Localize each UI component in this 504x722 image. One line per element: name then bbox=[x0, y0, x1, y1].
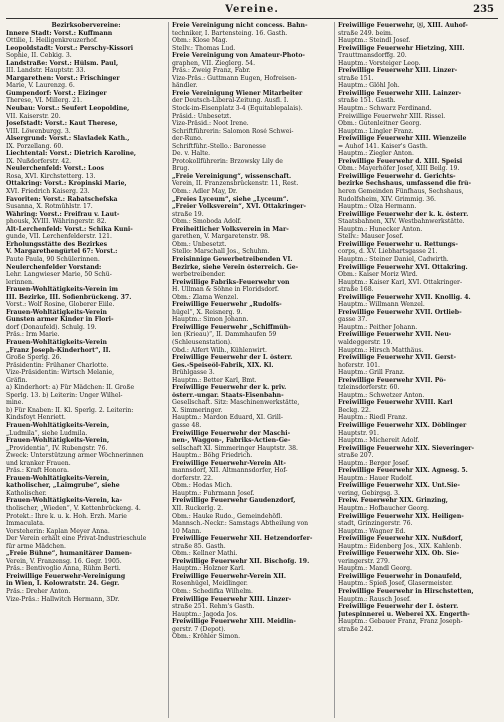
entry-line: Vize-Präs.: Guttmann Eugen, Hofreisen- bbox=[172, 74, 297, 82]
entry-heading: Freiwillige Feuerwehr XVIII. Karl bbox=[338, 399, 453, 407]
entry-heading: Liechtental: Vorst.: Dietrich Karoline, bbox=[6, 150, 137, 158]
entry-heading: Freiwillige Feuerwehr Hietzing, XIII. bbox=[338, 44, 465, 52]
entry-line: graphen, VII. Zieglerg. 54. bbox=[172, 59, 256, 67]
entry-heading: Ottakring: Vorst.: Kropinski Marie, bbox=[6, 180, 127, 188]
entry-line: Stellv.: Thomas Lud. bbox=[172, 44, 236, 52]
entry-line: lerinnen. bbox=[6, 278, 34, 286]
entry-heading: Freie Vereinigung nicht concess. Bahn- bbox=[172, 22, 308, 29]
entry-line: Sophie, II. Cebkig. 3. bbox=[6, 52, 72, 60]
entry-heading: Freiwillige Feuerwehr XIX. Döblinger bbox=[338, 421, 467, 429]
entry-line: Obm.: Adler May, Dr. bbox=[172, 188, 238, 196]
entry-line: straße 168. bbox=[338, 286, 374, 294]
entry-heading: „Freier Volksverein“, XVI. Ottakringer- bbox=[172, 203, 307, 211]
page-number: 235 bbox=[473, 4, 494, 15]
entry-line: Hauptm.: Steiner Daniel, Cadwirth. bbox=[338, 255, 449, 263]
entry-heading: bezirke Sechshaus, umfassend die frü- bbox=[338, 180, 472, 188]
entry-heading: Freiwillige Feuerwehr in Donaufeld, bbox=[338, 572, 462, 580]
entry-heading: Freiwillige Feuerwehr d. Gerichts- bbox=[338, 172, 456, 180]
entry-line: IX. Porzellang. 60. bbox=[6, 142, 64, 150]
entry-heading: Alt-Lerchenfeld: Vorst.: Schika Kuni- bbox=[6, 225, 133, 233]
page-header bbox=[6, 3, 498, 17]
entry-line: Hauptm.: Glöhl Joh. bbox=[338, 82, 400, 90]
entry-line: Sperlg. 13. b) Leiterin: Unger Wilhel- bbox=[6, 391, 123, 399]
entry-line: Hauptm.: Better Karl, Bmt. bbox=[172, 376, 257, 384]
entry-line: Obm.: Kellner Mathi. bbox=[172, 550, 238, 558]
entry-line: Präs.: Kraft Honora. bbox=[6, 467, 69, 475]
entry-heading: Alsergrund: Vorst.: Slavladek Kath., bbox=[6, 135, 130, 143]
entry-line: Präs.: Zweig Franz, Fabr. bbox=[172, 67, 251, 75]
entry-heading: Frauen-Wohltätigkeits-Verein bbox=[6, 308, 108, 316]
entry-heading: Freiwillige Feuerwehr-Verein XII. bbox=[172, 572, 287, 580]
entry-line: straße 249. beim. bbox=[338, 29, 393, 37]
entry-heading: Frauen-Wohltätigkeits-Verein, bbox=[6, 437, 110, 445]
column-divider bbox=[334, 22, 335, 718]
entry-line: Obm.: Kröhler Simon. bbox=[172, 633, 241, 641]
entry-line: len (Krieau)“, II. Dammhaufen 59 bbox=[172, 331, 277, 339]
entry-line: Katholischer. bbox=[6, 489, 47, 497]
entry-heading: Jutespinnerei u. Weberei XX. Engerth- bbox=[338, 610, 470, 618]
entry-line: Stellv.: Mauser Josef. bbox=[338, 233, 404, 241]
entry-heading: Freiwillige Feuerwehr der k. priv. bbox=[172, 384, 287, 392]
entry-line: Verein, II. Franzensbrückenstr. 11, Rest. bbox=[172, 180, 299, 188]
entry-line: stadt, Grinzingerstr. 76. bbox=[338, 520, 413, 528]
entry-line: Rudolfsheim, XIV. Grimmig. 36. bbox=[338, 195, 436, 203]
entry-line: Rosenhügel, Meidlinger. bbox=[172, 580, 248, 588]
entry-line: gunde, VII. Lerchenfelderstr. 121. bbox=[6, 233, 112, 241]
entry-line: Hauptm.: Michereit Adolf. bbox=[338, 437, 420, 445]
entry-line: vering, Gebirgsg. 3. bbox=[338, 489, 400, 497]
entry-line: Marie, V. Laurenzg. 6. bbox=[6, 82, 75, 90]
entry-line: Vize-Präsid.: Noot Irene. bbox=[172, 120, 249, 128]
entry-heading: Josefstadt: Vorst.: Kaut Therese, bbox=[6, 120, 118, 128]
entry-line: Mannsch.-Neckr.: Samstags Abtheilung von bbox=[172, 520, 309, 528]
entry-line: Lehr. Langwieser Marie, 50 Schü- bbox=[6, 271, 112, 279]
entry-line: Hauptm.: Holzner Karl. bbox=[172, 565, 245, 573]
entry-line: Präsid.: Unbesetzt. bbox=[172, 112, 232, 120]
entry-heading: „Freie Vereinigung“, wissenschaft. bbox=[172, 172, 292, 180]
entry-line: hügel“, X. Reisnerg. 9. bbox=[172, 308, 243, 316]
entry-line: III. Landstr. Hauptstr. 33. bbox=[6, 67, 86, 75]
entry-heading: Freiwillige Feuerwehr XVI. Ottakring. bbox=[338, 263, 468, 271]
entry-line: Präs.: Dreher Anton. bbox=[6, 588, 71, 596]
entry-line: Hauptm.: Simon Johann. bbox=[172, 316, 249, 324]
entry-heading: Neulerchenfeld: Vorst.: Loos bbox=[6, 165, 104, 173]
entry-line: Obm.: Hodas Mich. bbox=[172, 482, 233, 490]
entry-line: Obm.: Schedifka Wilhelm. bbox=[172, 588, 253, 596]
entry-heading: Freiwillige Feuerwehr XVII. Neu- bbox=[338, 331, 452, 339]
header-rule bbox=[6, 18, 498, 19]
entry-line: Hauptm.: Vorsteiger Leop. bbox=[338, 59, 421, 67]
entry-line: XII. Ruckerlg. 2. bbox=[172, 505, 224, 512]
entry-heading: Neubau: Vorst.: Seufert Leopoldine, bbox=[6, 105, 130, 113]
entry-line: a) Kinderhort: a) Für Mädchen: II. Große bbox=[6, 384, 135, 392]
entry-line: Hauptm.: Hauer Rudolf. bbox=[338, 474, 413, 482]
entry-line: Hauptm.: Fuhrmann Josef. bbox=[172, 489, 255, 497]
entry-heading: Freiwillige Feuerwehr XVII. Knollig. 4. bbox=[338, 293, 471, 301]
entry-heading: Freiwillige Feuerwehr Gaudenzdorf, bbox=[172, 497, 296, 505]
entry-line: Hauptm.: Riedl Franz. bbox=[338, 414, 408, 422]
entry-line: H. Ullman & Söhne in Floridsdorf. bbox=[172, 286, 279, 294]
entry-heading: Freie Vereinigung Wiener Mitarbeiter bbox=[172, 89, 303, 97]
entry-line: Hauptm.: Berger Josef. bbox=[338, 459, 410, 467]
entry-line: Vize-Präsidentin: Wirtsch Melanie, bbox=[6, 369, 115, 377]
entry-line: Obm.: Zlama Wenzel. bbox=[172, 293, 239, 301]
entry-line: Immaculata. bbox=[6, 520, 45, 528]
entry-line: „Ludmila“, siehe Ludmila. bbox=[6, 429, 88, 437]
entry-line: Hauptm.: Spieß Josef, Glasermeister. bbox=[338, 580, 453, 588]
entry-heading: Bezirke, siehe Verein österreich. Ge- bbox=[172, 263, 299, 271]
entry-line: Kindsfoyt Henriett. bbox=[6, 414, 66, 422]
entry-line: Brühlgasse 3. bbox=[172, 369, 215, 377]
entry-line: Protokollführerin: Brzowsky Lily de bbox=[172, 157, 283, 165]
entry-line: Brug. bbox=[172, 165, 190, 173]
entry-line: Therese, VI. Millerg. 21. bbox=[6, 97, 83, 105]
entry-line: gasse 37. bbox=[338, 316, 368, 324]
entry-line: Obm.: Hauke Rudo., Gemeindehöfl. bbox=[172, 512, 283, 520]
entry-line: Protekt.: Ihre k. u. k. Hoh. Erzh. Marie bbox=[6, 512, 127, 520]
entry-line: straße 242. bbox=[338, 625, 374, 633]
entry-heading: Freiwillige Feuerwehr XIII. Lainzer- bbox=[338, 89, 462, 97]
entry-heading: in Wien, I. Kolowratstr. 24. Gegr. bbox=[6, 580, 120, 588]
entry-heading: Freiwillige Feuerwehr-Verein Alt- bbox=[172, 459, 286, 467]
entry-line: straße 251. Rehm's Gasth. bbox=[172, 603, 255, 611]
entry-heading: Freiwillige Fabriks-Feuerwehr von bbox=[172, 278, 290, 286]
entry-heading: Freiwillige Feuerwehr der k. k. österr. bbox=[338, 210, 469, 218]
entry-heading: Freisinnige Gewerbetreibenden VI. bbox=[172, 255, 293, 263]
entry-heading: Freiheitlicher Volksverein in Mar- bbox=[172, 225, 289, 233]
entry-line: Hauptm.: Hunecker Anton. bbox=[338, 225, 423, 233]
entry-heading: Neulerchenfelder Vorstand: bbox=[6, 263, 102, 271]
entry-heading: Favoriten: Vorst.: Rabatschefska bbox=[6, 195, 118, 203]
entry-line: Hauptm.: Schwetzer Anton. bbox=[338, 391, 425, 399]
entry-line: Präs.: Bentivoglio Anna, Rühm Berti. bbox=[6, 565, 121, 573]
entry-heading: Freiwillige Feuerwehr XVII. Pö- bbox=[338, 376, 446, 384]
entry-line: mine. bbox=[6, 399, 24, 407]
entry-line: Hauptm.: Willmann Wenzel. bbox=[338, 301, 425, 309]
entry-line: = Auhof 141. Kaiser's Gasth. bbox=[338, 142, 428, 150]
entry-line: Hauptm.: Ziegler Anton. bbox=[338, 150, 414, 158]
entry-line: Gesellschaft. Sitz: Maschinenwerkstätte, bbox=[172, 399, 300, 407]
entry-heading: Freiwillige Feuerwehr XIII. Meidlin- bbox=[172, 618, 296, 626]
entry-line: Beckg. 22. bbox=[338, 406, 371, 414]
entry-heading: Gumpendorf: Vorst.: Eizinger bbox=[6, 89, 107, 97]
entry-line: Hauptm.: Rausch Josef. bbox=[338, 595, 411, 603]
entry-line: Vorsteherin: Kaplan Meyer Anna. bbox=[6, 527, 110, 535]
entry-heading: Freiwillige Feuerwehr der I. österr. bbox=[172, 354, 293, 362]
entry-line: IX. Nußdorferstr. 42. bbox=[6, 157, 72, 165]
entry-heading: Gunsten armer Kinder in Flori- bbox=[6, 316, 114, 324]
entry-heading: österr.-ungar. Staats-Eisenbahn- bbox=[172, 391, 284, 399]
entry-heading: Freiwillige Feuerwehr der Maschi- bbox=[172, 429, 291, 437]
entry-heading: katholischer, „Laimgrube“, siehe bbox=[6, 482, 120, 490]
entry-line: händler. bbox=[172, 82, 198, 90]
entry-heading: Freiwillige Feuerwehr XIX. Sieveringer- bbox=[338, 444, 475, 452]
entry-heading: Freiwillige Feuerwehr in Hirschstetten, bbox=[338, 588, 474, 596]
column-2 bbox=[172, 22, 332, 718]
entry-line: Stello: Marschall Jos., Schuhm. bbox=[172, 248, 270, 256]
entry-heading: V. Margarethengürtel 67: Vorst.: bbox=[6, 248, 118, 256]
entry-line: XVI. Friedrich Kaiserg. 23. bbox=[6, 188, 90, 196]
entry-heading: Freiwillige Feuerwehr XIII. Linzer- bbox=[338, 67, 458, 75]
page-title: Vereine. bbox=[225, 4, 279, 15]
entry-line: VIII. Löwenburgg. 3. bbox=[6, 127, 71, 135]
column-divider bbox=[168, 22, 169, 718]
entry-line: der-Runo. bbox=[172, 135, 203, 143]
entry-line: Hauptm.: Gebauer Franz, Franz Joseph- bbox=[338, 618, 463, 626]
entry-heading: Freiwillige Feuerwehr XIX. Agnesg. 5. bbox=[338, 467, 468, 475]
entry-line: De. v. Halte. bbox=[172, 150, 211, 158]
entry-line: (Schleusenstation). bbox=[172, 338, 233, 346]
entry-heading: Freiwillige Feuerwehr u. Rettungs- bbox=[338, 240, 458, 248]
entry-heading: Freiwillige Feuerwehr XIII. Wienzeile bbox=[338, 135, 467, 143]
entry-line: Hauptm.: Wagner Ed. bbox=[338, 527, 406, 535]
entry-heading: Bezirksobervereine: bbox=[51, 22, 121, 29]
entry-line: VII. Kaiserstr. 20. bbox=[6, 112, 61, 120]
entry-heading: Erholungsstätte des Bezirkes bbox=[6, 240, 108, 248]
entry-line: veringerstr. 279. bbox=[338, 557, 390, 565]
entry-line: Freiwillige Feuerwehr XIII. Rissel. bbox=[338, 112, 446, 120]
entry-heading: Freiw. Feuerwehr XIX. Grinzing, bbox=[338, 497, 448, 505]
entry-heading: Freiwillige Feuerwehr „Rudolfs- bbox=[172, 301, 282, 309]
entry-line: Hauptm.: Böhg Friedrich. bbox=[172, 452, 253, 460]
entry-heading: III. Bezirke, III. Sofienbrückeng. 37. bbox=[6, 293, 132, 301]
entry-heading: Währing: Vorst.: Freifrau v. Laut- bbox=[6, 210, 120, 218]
entry-heading: Freie Vereinigung von Amateur-Photo- bbox=[172, 52, 305, 60]
entry-line: X. Simmeringer. bbox=[172, 406, 223, 414]
entry-line: Trauttmansdorffg. 20. bbox=[338, 52, 407, 60]
entry-line: phousk, XVIII. Währingerstr. 82. bbox=[6, 218, 107, 226]
entry-line: Obm.: Klose Mag. bbox=[172, 37, 228, 45]
entry-line: Obd.: Alfert Wilh., Kühlenwirt. bbox=[172, 346, 267, 354]
column-1 bbox=[6, 22, 166, 718]
entry-line: Große Sperlg. 26. bbox=[6, 354, 62, 362]
entry-heading: Frauen-Wohltätigkeits-Verein, ka- bbox=[6, 497, 123, 505]
entry-heading: Landstraße: Vorst.: Hülsm. Paul, bbox=[6, 59, 119, 67]
entry-line: Hauptm.: Schwarz Ferdinand. bbox=[338, 105, 432, 113]
entry-heading: Freiwillige Feuerwehr, Ⓢ, XIII. Auhof- bbox=[338, 22, 468, 29]
entry-line: Obm.: Unbesetzt. bbox=[172, 240, 227, 248]
entry-line: techniker, I. Bartensteing. 16. Gasth. bbox=[172, 29, 288, 37]
entry-line: 10 Mann. bbox=[172, 527, 202, 535]
entry-line: straße 151. bbox=[338, 74, 374, 82]
entry-line: Hauptm.: Hofbaucher Georg. bbox=[338, 505, 430, 512]
entry-line: für arme Mädchen. bbox=[6, 542, 66, 550]
entry-line: Hauptm.: Kaiser Karl, XVI. Ottakringer- bbox=[338, 278, 463, 286]
entry-line: Staatsbahnen, XIV. Westbahnwerkstätte. bbox=[338, 218, 465, 226]
entry-line: Schriftführ.-Stello.: Baronesse bbox=[172, 142, 266, 150]
entry-line: sellschaft XI. Simmeringer Hauptstr. 38. bbox=[172, 444, 298, 452]
entry-line: Vorst.: Wolf Rosine, Globerer Eiile. bbox=[6, 301, 115, 309]
entry-heading: Ges.-Speiseöl-Fabrik, XIX. Kl. bbox=[172, 361, 274, 369]
entry-line: Obm.: Smoboda Adolf. bbox=[172, 218, 242, 226]
entry-line: dorf (Donaufeld). Schulg. 19. bbox=[6, 323, 97, 331]
entry-line: Vize-Präs.: Hallwitch Hermann, 3Dr. bbox=[6, 595, 120, 603]
entry-line: Rosa, XVI. Kirchstetterg. 13. bbox=[6, 172, 96, 180]
entry-heading: Freiwillige Feuerwehr XIX. Heiligen- bbox=[338, 512, 464, 520]
entry-line: werbetreibender. bbox=[172, 271, 226, 279]
entry-line: straße 85. Gasth. bbox=[172, 542, 226, 550]
entry-heading: „Freie Bühne“, humanitärer Damen- bbox=[6, 550, 132, 558]
entry-heading: Freiwillige Feuerwehr XII. Bischofg. 19. bbox=[172, 557, 310, 565]
entry-heading: Freiwillige Feuerwehr XIX. Unt.Sie- bbox=[338, 482, 460, 490]
entry-heading: „Franz Joseph-Kinderhort“, II. bbox=[6, 346, 111, 354]
entry-line: Paute Paula, 90 Schülerinnen. bbox=[6, 255, 100, 263]
entry-heading: Frauen-Wohltätigkeits-Verein bbox=[6, 338, 108, 346]
entry-heading: Freiwillige Feuerwehr XIX. Nußdorf, bbox=[338, 535, 463, 543]
entry-line: Hauptm.: Eidenberg Jos., XIX. Kahlenb. bbox=[338, 542, 462, 550]
entry-heading: „Freies Lyceum“, siehe „Lyceum“. bbox=[172, 195, 289, 203]
entry-line: Stock-im-Eisenplatz 3-4 (Equitablepalais). bbox=[172, 105, 303, 113]
entry-line: Hauptm.: Mandl Georg. bbox=[338, 565, 412, 573]
entry-heading: Innere Stadt: Vorst.: Kuffmann bbox=[6, 29, 113, 37]
entry-line: Hauptm.: Olza Hermann. bbox=[338, 203, 417, 211]
entry-heading: Freiwillige Feuerwehr d. XIII. Speisi bbox=[338, 157, 463, 165]
entry-heading: Freiwillige Feuerwehr XIII. Linzer- bbox=[172, 595, 292, 603]
entry-line: Hauptm.: Lingler Franz. bbox=[338, 127, 414, 135]
entry-line: gasse 48. bbox=[172, 421, 202, 429]
entry-line: Hauptm.: Jagoda Jos. bbox=[172, 610, 238, 618]
entry-line: Hauptm.: Steindl Josef. bbox=[338, 37, 411, 45]
entry-line: tholischer, „Wieden“, V. Kettenbrückeng. 4. bbox=[6, 505, 141, 512]
entry-line: Ottilie, I. Heiligenkreuzerhof. bbox=[6, 37, 98, 45]
entry-line: straße 19. bbox=[172, 210, 204, 218]
entry-line: Hauptm.: Hirsch Matthäus. bbox=[338, 346, 424, 354]
entry-line: „Providentia“, IV. Rubengstr. 76. bbox=[6, 444, 108, 452]
entry-heading: Frauen-Wohltätigkeits-Verein im bbox=[6, 286, 118, 294]
entry-line: dorferstr. 22. bbox=[172, 474, 213, 482]
entry-line: tzleinsdorferstr. 60. bbox=[338, 384, 400, 392]
entry-line: straße 207. bbox=[338, 452, 374, 460]
entry-line: Präsidentin: Frühaner Charlotte. bbox=[6, 361, 109, 369]
entry-line: garethen, V. Margaretenstr. 98. bbox=[172, 233, 270, 241]
entry-line: waldeggerstr. 19. bbox=[338, 338, 393, 346]
entry-line: der Deutsch-Liberal-Zeitung. Ausfl. I. bbox=[172, 97, 289, 105]
entry-line: Der Verein erhält eine Privat-Industrieschule bbox=[6, 535, 147, 543]
entry-line: heren Gemeinden Fünfhaus, Sechshaus, bbox=[338, 188, 464, 196]
entry-line: hoferstr. 101. bbox=[338, 361, 380, 369]
entry-line: Hauptm.: Mardon Eduard, XI. Grill- bbox=[172, 414, 283, 422]
entry-line: Obm.: Mayerhöfer Josef, XIII Beilg. 19. bbox=[338, 165, 460, 173]
entry-heading: Leopoldstadt: Vorst.: Perschy-Kissori bbox=[6, 44, 134, 52]
entry-heading: Freiwillige Feuerwehr „Schiffmüh- bbox=[172, 323, 291, 331]
entry-line: Obm.: Gutenleitner Georg. bbox=[338, 120, 422, 128]
text-columns bbox=[6, 22, 498, 718]
entry-heading: Freiwillige Feuerwehr-Vereinigung bbox=[6, 572, 126, 580]
entry-line: Hauptstr. 91. bbox=[338, 429, 379, 437]
entry-line: Zweck: Unterstützung armer Wöchnerinnen bbox=[6, 452, 144, 460]
entry-line: gerstr. 7 (Depot). bbox=[172, 625, 226, 633]
entry-line: Gräfin. bbox=[6, 376, 28, 384]
entry-line: Verein, V. Franzensg. 16. Gegr. 1905. bbox=[6, 557, 122, 565]
entry-line: und kranker Frauen. bbox=[6, 459, 71, 467]
entry-heading: Freiwillige Feuerwehr der I. österr. bbox=[338, 603, 459, 611]
entry-heading: nen-, Waggon-, Fabriks-Actien-Ge- bbox=[172, 437, 291, 445]
entry-heading: Frauen-Wohltätigkeits-Verein, bbox=[6, 421, 110, 429]
entry-heading: Freiwillige Feuerwehr XII. Hetzendorfer- bbox=[172, 535, 313, 543]
entry-line: Schriftführerin: Salomon Rosé Schwei- bbox=[172, 127, 294, 135]
column-3 bbox=[338, 22, 498, 718]
entry-line: straße 151. Gasth. bbox=[338, 97, 396, 105]
entry-heading: Freiwillige Feuerwehr XVII. Gerst- bbox=[338, 354, 457, 362]
entry-line: b) Für Knaben: II. Kl. Sperlg. 2. Leiterin: bbox=[6, 406, 134, 414]
entry-line: Hauptm.: Grill Franz. bbox=[338, 369, 405, 377]
entry-line: Obm.: Kaiser Moriz Wird. bbox=[338, 271, 418, 279]
entry-heading: Freiwillige Feuerwehr XIX. Ob. Sie- bbox=[338, 550, 460, 558]
entry-heading: Margarethen: Vorst.: Frischinger bbox=[6, 74, 120, 82]
entry-line: corps, d. XV. Liebhartsgasse 21. bbox=[338, 248, 438, 256]
entry-line: mannsdorf, XII. Altmannsdorfer, Hof- bbox=[172, 467, 288, 475]
entry-heading: Freiwillige Feuerwehr XVII. Ortlieb- bbox=[338, 308, 462, 316]
entry-heading: Frauen-Wohltätigkeits-Verein, bbox=[6, 474, 110, 482]
entry-line: Hauptm.: Peither Johann. bbox=[338, 323, 418, 331]
entry-line: Susanna, X. Rotmühlstr. 17. bbox=[6, 203, 93, 211]
entry-line: Präs.: Irm Marie. bbox=[6, 331, 60, 339]
